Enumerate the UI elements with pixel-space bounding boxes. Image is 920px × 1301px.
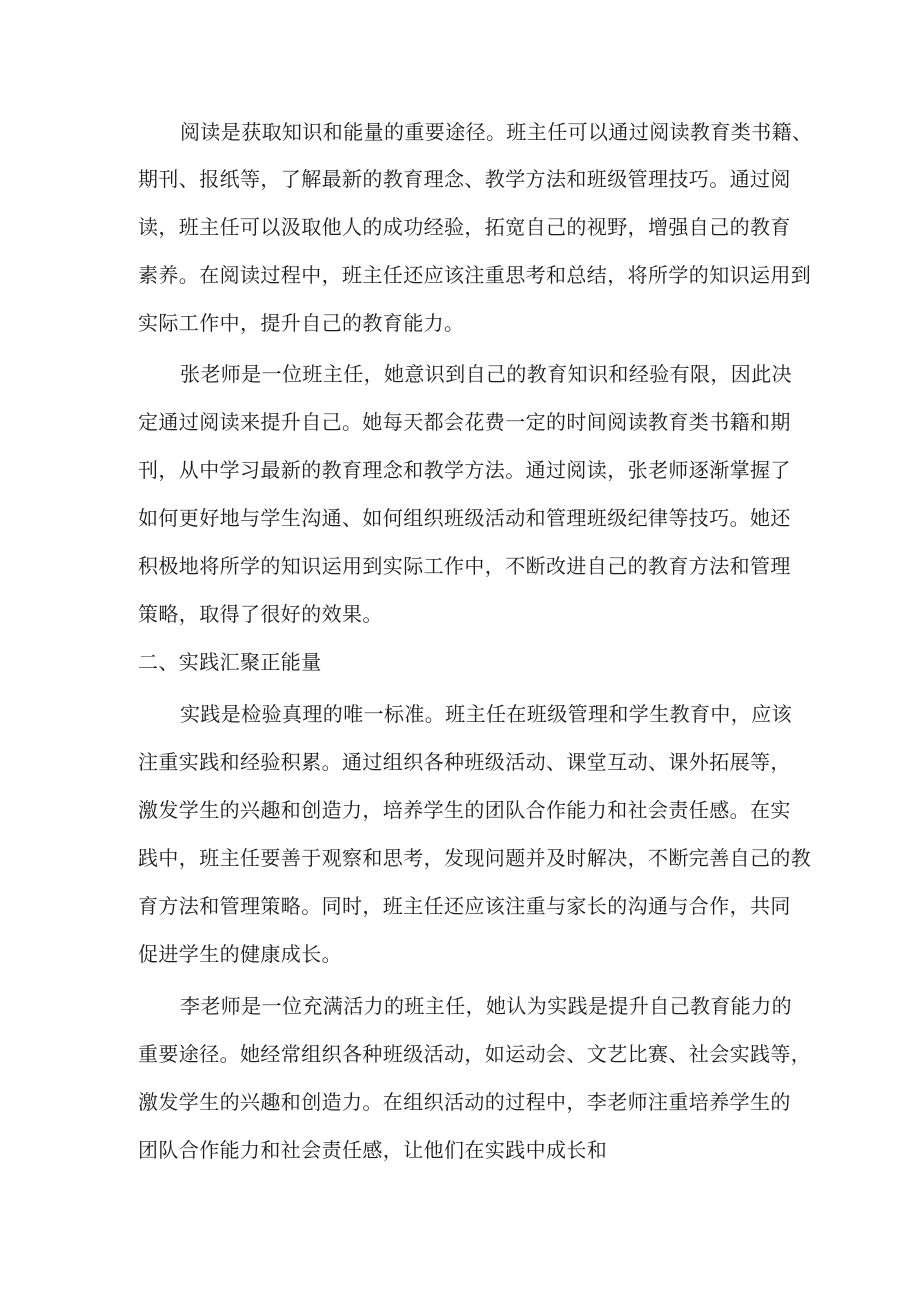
text-line: 团队合作能力和社会责任感，让他们在实践中成长和 [138,1138,608,1162]
text-line: 刊，从中学习最新的教育理念和教学方法。通过阅读，张老师逐渐掌握了 [138,458,791,482]
text-line: 重要途径。她经常组织各种班级活动，如运动会、文艺比赛、社会实践等， [138,1042,812,1066]
text-line: 定通过阅读来提升自己。她每天都会花费一定的时间阅读教育类书籍和期 [138,410,791,434]
text-line: 期刊、报纸等，了解最新的教育理念、教学方法和班级管理技巧。通过阅 [138,167,791,191]
text-line: 素养。在阅读过程中，班主任还应该注重思考和总结，将所学的知识运用到 [138,263,812,287]
text-line: 阅读是获取知识和能量的重要途径。班主任可以通过阅读教育类书籍、 [180,120,813,144]
text-line: 读，班主任可以汲取他人的成功经验，拓宽自己的视野，增强自己的教育 [138,215,791,239]
text-line: 育方法和管理策略。同时，班主任还应该注重与家长的沟通与合作，共同 [138,894,791,918]
text-line: 注重实践和经验积累。通过组织各种班级活动、课堂互动、课外拓展等， [138,750,791,774]
text-line: 实践是检验真理的唯一标准。班主任在班级管理和学生教育中，应该 [180,702,792,726]
text-line: 张老师是一位班主任，她意识到自己的教育知识和经验有限，因此决 [180,362,792,386]
text-line: 促进学生的健康成长。 [138,942,342,966]
text-line: 如何更好地与学生沟通、如何组织班级活动和管理班级纪律等技巧。她还 [138,506,791,530]
text-line: 践中，班主任要善于观察和思考，发现问题并及时解决，不断完善自己的教 [138,846,812,870]
text-line: 实际工作中，提升自己的教育能力。 [138,311,465,335]
text-line: 激发学生的兴趣和创造力。在组织活动的过程中，李老师注重培养学生的 [138,1090,791,1114]
text-line: 积极地将所学的知识运用到实际工作中，不断改进自己的教育方法和管理 [138,554,791,578]
text-line: 李老师是一位充满活力的班主任，她认为实践是提升自己教育能力的 [180,994,792,1018]
text-line: 策略，取得了很好的效果。 [138,602,383,626]
text-line: 激发学生的兴趣和创造力，培养学生的团队合作能力和社会责任感。在实 [138,798,791,822]
section-heading: 二、实践汇聚正能量 [138,650,322,674]
